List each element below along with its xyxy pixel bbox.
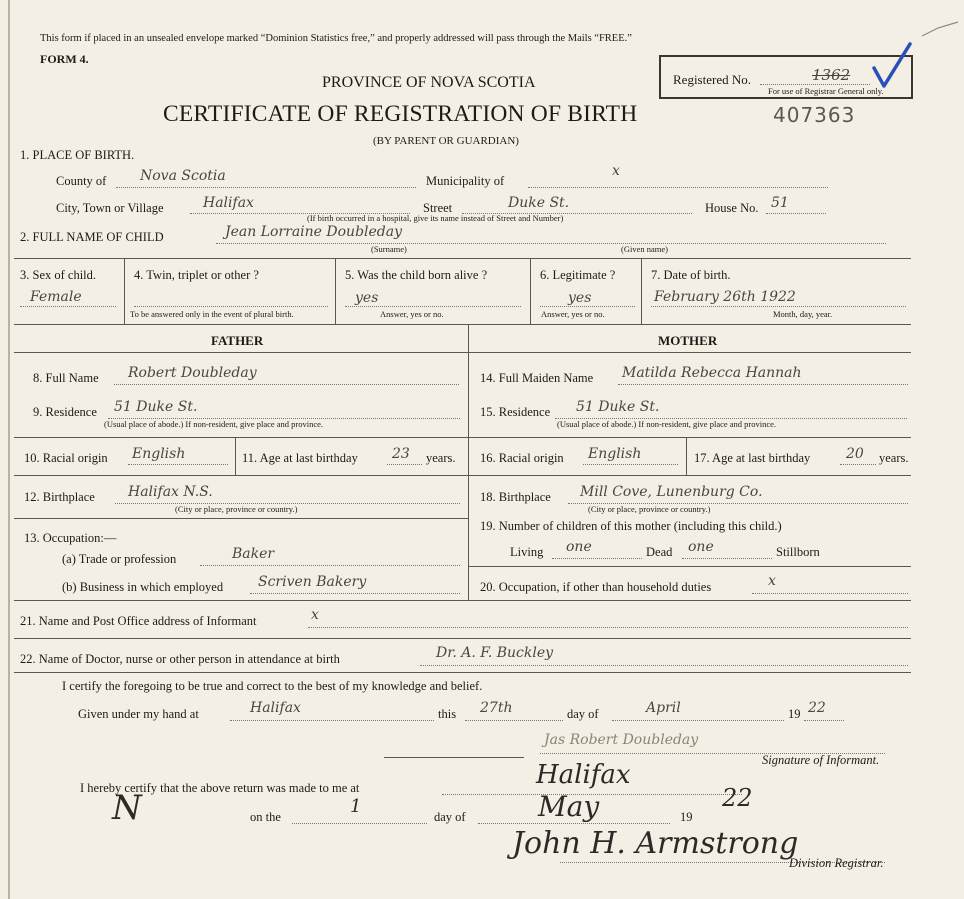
mother-age-years: years.: [879, 451, 909, 465]
county-label: County of: [56, 174, 107, 188]
father-birthplace-note: (City or place, province or country.): [175, 504, 298, 514]
house-value: 51: [771, 195, 789, 211]
registrar-year-value: 22: [722, 784, 753, 812]
father-age-label: 11. Age at last birthday: [242, 451, 358, 465]
city-value: Halifax: [203, 195, 254, 211]
born-alive-note: Answer, yes or no.: [380, 309, 444, 319]
father-residence-note: (Usual place of abode.) If non-resident, give place and province.: [104, 419, 324, 429]
given-day-value: 27th: [480, 700, 513, 716]
father-residence-value: 51 Duke St.: [114, 399, 198, 415]
registrar-signature-label: Division Registrar.: [789, 856, 884, 870]
registered-number-value: 1362: [812, 66, 851, 84]
father-trade-label: (a) Trade or profession: [62, 552, 177, 566]
registrar-month-value: May: [538, 790, 600, 823]
day-of-label: day of: [567, 707, 599, 721]
mother-heading: MOTHER: [658, 333, 718, 348]
registrar-day-value: 1: [350, 796, 362, 817]
doctor-value: Dr. A. F. Buckley: [436, 645, 554, 661]
street-label: Street: [423, 201, 453, 215]
informant-signature-label: Signature of Informant.: [762, 753, 880, 767]
informant-signature-value: Jas Robert Doubleday: [544, 732, 699, 748]
mother-living-label: Living: [510, 545, 544, 559]
father-occupation-label: 13. Occupation:—: [24, 531, 117, 545]
mother-stillborn-label: Stillborn: [776, 545, 820, 559]
mother-children-label: 19. Number of children of this mother (including this child.): [480, 519, 782, 533]
given-year-value: 22: [808, 700, 826, 716]
father-racial-value: English: [132, 446, 186, 462]
mother-residence-value: 51 Duke St.: [576, 399, 660, 415]
registrar-day-of-label: day of: [434, 810, 466, 824]
registered-label: Registered No.: [673, 72, 751, 87]
mother-birthplace-label: 18. Birthplace: [480, 490, 551, 504]
on-the-label: on the: [250, 810, 281, 824]
stamped-number: 407363: [773, 103, 856, 127]
surname-note: (Surname): [371, 244, 407, 254]
given-name-note: (Given name): [621, 244, 668, 254]
given-year-prefix: 19: [788, 707, 801, 721]
father-residence-label: 9. Residence: [33, 405, 97, 419]
informant-label: 21. Name and Post Office address of Informant: [20, 614, 257, 628]
registrar-signature-value: John H. Armstrong: [512, 826, 799, 861]
date-of-birth-value: February 26th 1922: [654, 289, 796, 305]
registrar-statement: I hereby certify that the above return was made to me at: [80, 781, 360, 795]
county-value: Nova Scotia: [140, 168, 226, 184]
twin-note: To be answered only in the event of plural birth.: [130, 309, 294, 319]
father-age-value: 23: [392, 446, 410, 462]
mother-age-label: 17. Age at last birthday: [694, 451, 811, 465]
mother-birthplace-note: (City or place, province or country.): [588, 504, 711, 514]
mother-name-label: 14. Full Maiden Name: [480, 371, 594, 385]
province-heading: PROVINCE OF NOVA SCOTIA: [322, 74, 536, 91]
pencil-mark-icon: [920, 18, 960, 42]
father-birthplace-label: 12. Birthplace: [24, 490, 95, 504]
street-value: Duke St.: [508, 195, 570, 211]
sex-value: Female: [30, 289, 82, 305]
father-racial-label: 10. Racial origin: [24, 451, 108, 465]
date-of-birth-note: Month, day, year.: [773, 309, 833, 319]
city-label: City, Town or Village: [56, 201, 164, 215]
legitimate-label: 6. Legitimate ?: [540, 268, 616, 282]
place-of-birth-label: 1. PLACE OF BIRTH.: [20, 148, 135, 162]
given-month-value: April: [646, 700, 681, 716]
given-place-value: Halifax: [250, 700, 301, 716]
mother-living-value: one: [566, 539, 592, 555]
date-of-birth-label: 7. Date of birth.: [651, 268, 731, 282]
this-label: this: [438, 707, 457, 721]
mother-name-value: Matilda Rebecca Hannah: [622, 365, 802, 381]
house-label: House No.: [705, 201, 759, 215]
municipality-label: Municipality of: [426, 174, 505, 188]
registrar-place-value: Halifax: [536, 760, 631, 790]
twin-label: 4. Twin, triplet or other ?: [134, 268, 259, 282]
father-business-value: Scriven Bakery: [258, 574, 367, 590]
doctor-label: 22. Name of Doctor, nurse or other person in attendance at birth: [20, 652, 340, 666]
mother-age-value: 20: [846, 446, 864, 462]
father-heading: FATHER: [211, 333, 264, 348]
given-under-label: Given under my hand at: [78, 707, 199, 721]
mother-occupation-label: 20. Occupation, if other than household duties: [480, 580, 712, 594]
mother-occupation-value: x: [768, 573, 776, 589]
father-birthplace-value: Halifax N.S.: [128, 484, 213, 500]
father-trade-value: Baker: [232, 546, 275, 562]
certification-statement: I certify the foregoing to be true and correct to the best of my knowledge and belief.: [62, 679, 483, 693]
mother-racial-value: English: [588, 446, 642, 462]
born-alive-label: 5. Was the child born alive ?: [345, 268, 488, 282]
child-name-label: 2. FULL NAME OF CHILD: [20, 230, 164, 244]
street-note: (If birth occurred in a hospital, give its name instead of Street and Number): [307, 213, 564, 223]
father-age-years: years.: [426, 451, 456, 465]
father-name-label: 8. Full Name: [33, 371, 99, 385]
certificate-title: CERTIFICATE OF REGISTRATION OF BIRTH: [163, 101, 638, 127]
municipality-value: x: [612, 163, 620, 179]
mail-notice: This form if placed in an unsealed envelope marked “Dominion Statistics free,” and properly addressed will pass through the Mails “FREE.”: [40, 33, 632, 44]
page-edge: [8, 0, 10, 899]
registered-note: For use of Registrar General only.: [768, 86, 884, 96]
sex-label: 3. Sex of child.: [20, 268, 97, 282]
mother-residence-label: 15. Residence: [480, 405, 551, 419]
born-alive-value: yes: [355, 290, 379, 306]
mother-racial-label: 16. Racial origin: [480, 451, 564, 465]
child-name-value: Jean Lorraine Doubleday: [225, 224, 403, 240]
certificate-subtitle: (BY PARENT OR GUARDIAN): [373, 135, 519, 147]
mother-residence-note: (Usual place of abode.) If non-resident, give place and province.: [557, 419, 777, 429]
mother-dead-value: one: [688, 539, 714, 555]
checkmark-icon: [870, 40, 916, 94]
form-number: FORM 4.: [40, 52, 89, 66]
legitimate-value: yes: [568, 290, 592, 306]
mother-dead-label: Dead: [646, 545, 673, 559]
legitimate-note: Answer, yes or no.: [541, 309, 605, 319]
informant-value: x: [311, 607, 319, 623]
registrar-year-prefix: 19: [680, 810, 693, 824]
father-name-value: Robert Doubleday: [128, 365, 257, 381]
registrar-number-mark: N: [112, 788, 142, 828]
father-business-label: (b) Business in which employed: [62, 580, 224, 594]
mother-birthplace-value: Mill Cove, Lunenburg Co.: [580, 484, 763, 500]
